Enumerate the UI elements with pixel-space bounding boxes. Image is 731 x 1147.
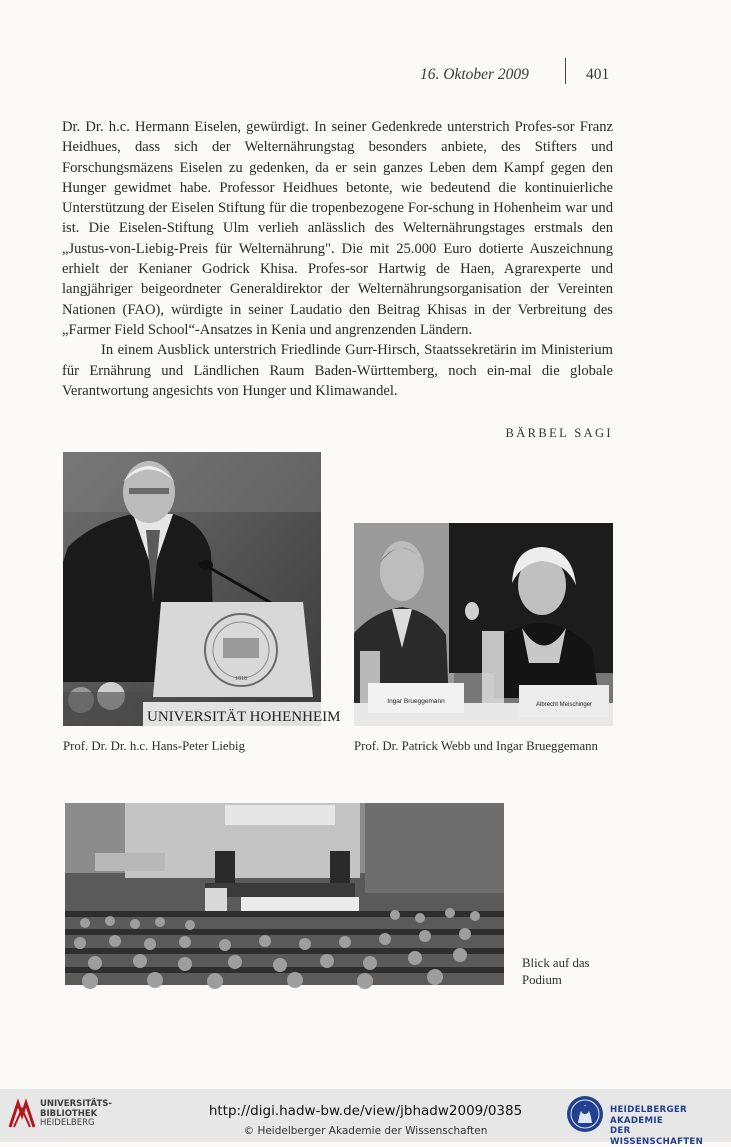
paragraph-2: In einem Ausblick unterstrich Friedlinde Gurr-Hirsch, Staatssekretärin im Ministerium für Ernährung und Ländlichen Raum Baden-Württemberg, noch ein-mal die globale Verantwortung angesichts von Hunger und Klimawandel.: [62, 342, 613, 399]
paragraph-1: Dr. Dr. h.c. Hermann Eiselen, gewürdigt. In seiner Gedenkrede unterstrich Profes-sor Franz Heidhues, dass sich der Welternährungstag besonders anbiete, des Stifters und Forschungsmäzens Eiselen zu gedenken, da er sein ganzes Leben dem Kampf gegen den Hunger gewidmet habe. Professor Heidhues betonte, wie bedeutend die kontinuierliche Unterstützung der Eiselen Stiftung für die tropenbezogene For-schung in Hohenheim war und ist. Die Eiselen-Stiftung Ulm verlieh anlässlich des Welternährungstages erstmals den „Justus-von-Liebig-Preis für Welternährung". Die mit 25.000 Euro dotierte Auszeichnung erhielt der Kenianer Godrick Khisa. Profes-sor Hartwig de Haen, Agrarexperte und langjähriger beigeordneter Generaldirektor der Welternährungsorganisation der Vereinten Nationen (FAO), würdigte in seiner Laudatio den Beitrag Khisas in der Verbreitung des „Farmer Field School“-Ansatzes in Kenia und angrenzenden Ländern.: [62, 119, 613, 338]
page-number: 401: [586, 66, 610, 83]
caption-podium-view: [522, 955, 612, 989]
running-header-date: 16. Oktober 2009: [420, 66, 529, 83]
caption-webb-brueggemann: Prof. Dr. Patrick Webb und Ingar Brueggemann: [354, 739, 598, 753]
ub-logo-line2: BIBLIOTHEK: [40, 1108, 98, 1119]
header-divider: [565, 58, 566, 84]
hadw-seal-icon: [566, 1095, 604, 1133]
nameplate-meischinger: Albrecht Meischinger: [535, 702, 593, 708]
permalink-url[interactable]: http://digi.hadw-bw.de/view/jbhadw2009/0385: [208, 1103, 523, 1119]
nameplate-brueggemann: Ingar Brueggemann: [387, 698, 445, 705]
hadw-logo-line1: HEIDELBERGER AKADEMIE: [610, 1105, 687, 1126]
author-byline: BÄRBEL SAGI: [505, 426, 613, 440]
photo-speaker-at-lectern: [63, 452, 341, 726]
caption-podium-line2: Podium: [522, 973, 562, 987]
lectern-seal-year: 1818: [235, 676, 247, 682]
caption-podium-line1: Blick auf das: [522, 956, 590, 970]
ub-logo-line3: HEIDELBERG: [40, 1118, 95, 1128]
hadw-logo-line2: DER WISSENSCHAFTEN: [610, 1126, 704, 1147]
podium-banner-text: UNIVERSITÄT HOHENHEIM: [147, 709, 341, 725]
photo-panelists: [354, 523, 613, 726]
caption-liebig: Prof. Dr. Dr. h.c. Hans-Peter Liebig: [63, 739, 245, 753]
ub-logo-line1: UNIVERSITÄTS-: [40, 1099, 112, 1109]
footer-bar: [0, 1089, 731, 1147]
article-body: [62, 117, 613, 401]
photo-lecture-hall: [65, 803, 504, 985]
copyright-notice: © Heidelberger Akademie der Wissenschaften: [243, 1125, 488, 1137]
hadw-logo[interactable]: [566, 1095, 726, 1147]
